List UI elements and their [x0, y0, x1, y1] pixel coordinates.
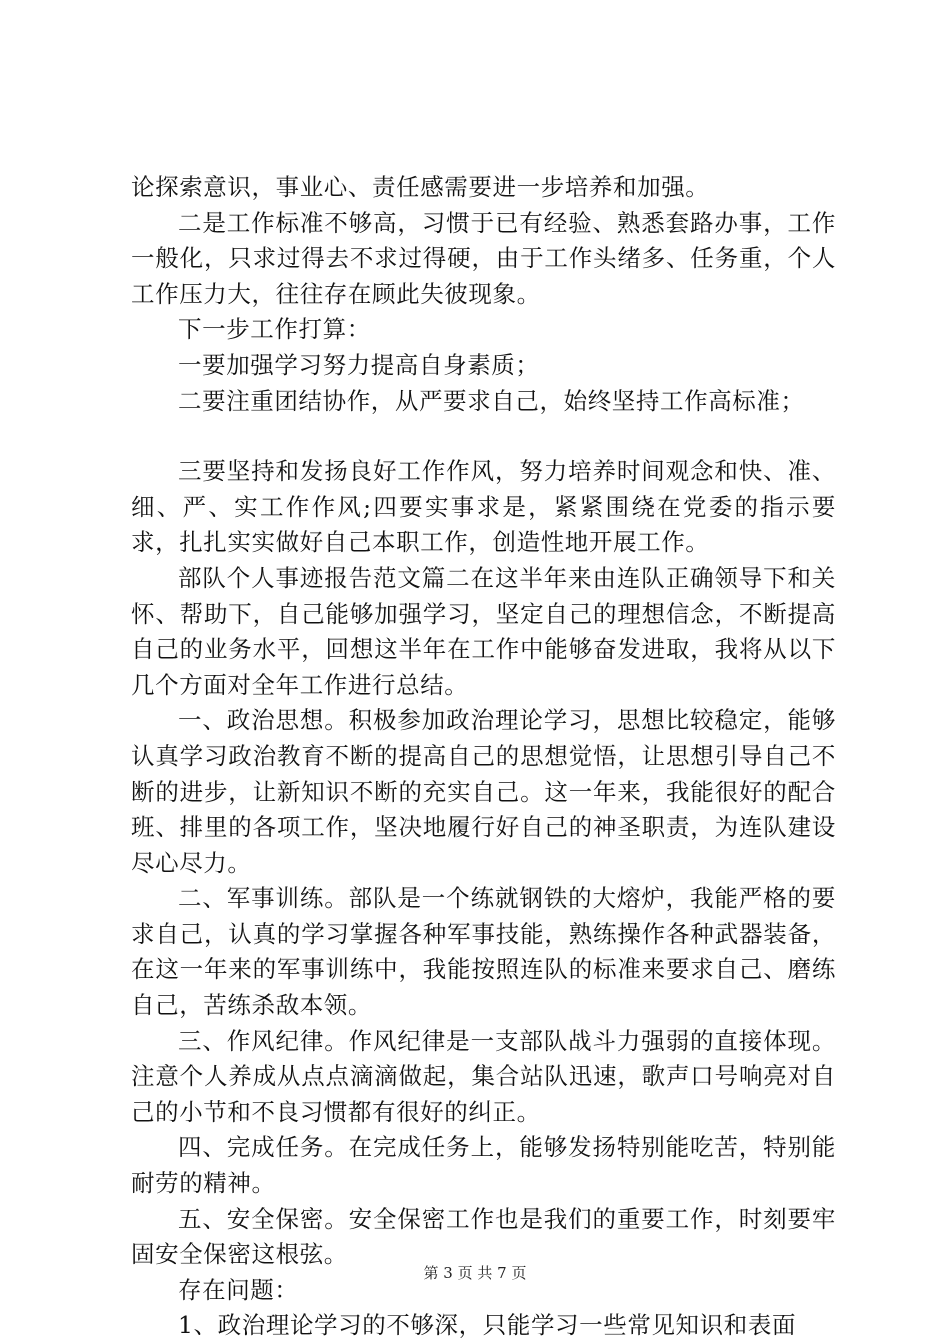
paragraph-2: 二是工作标准不够高，习惯于已有经验、熟悉套路办事，工作一般化，只求过得去不求过得硬，由于工作头绪多、任务重，个人工作压力大，往往存在顾此失彼现象。	[131, 208, 836, 308]
paragraph-8: 一、政治思想。积极参加政治理论学习，思想比较稳定，能够认真学习政治教育不断的提高自己的思想觉悟，让思想引导自己不断的进步，让新知识不断的充实自己。这一年来，我能很好的配合班、排里的各项工作，坚决地履行好自己的神圣职责，为连队建设尽心尽力。	[131, 706, 836, 877]
paragraph-1: 论探索意识，事业心、责任感需要进一步培养和加强。	[131, 173, 710, 201]
paragraph-5: 二要注重团结协作，从严要求自己，始终坚持工作高标准；	[178, 386, 805, 415]
paragraph-14: 1、政治理论学习的不够深，只能学习一些常见知识和表面	[178, 1311, 797, 1340]
paragraph-11: 四、完成任务。在完成任务上，能够发扬特别能吃苦，特别能耐劳的精神。	[131, 1133, 836, 1198]
document-body	[131, 170, 836, 1344]
paragraph-4: 一要加强学习努力提高自身素质；	[178, 350, 540, 379]
paragraph-7: 部队个人事迹报告范文篇二在这半年来由连队正确领导下和关怀、帮助下，自己能够加强学习，坚定自己的理想信念，不断提高自己的业务水平，回想这半年在工作中能够奋发进取，我将从以下几个方面对全年工作进行总结。	[131, 563, 836, 699]
paragraph-9: 二、军事训练。部队是一个练就钢铁的大熔炉，我能严格的要求自己，认真的学习掌握各种军事技能，熟练操作各种武器装备，在这一年来的军事训练中，我能按照连队的标准来要求自己、磨练自己，苦练杀敌本领。	[131, 884, 836, 1020]
paragraph-3: 下一步工作打算：	[178, 315, 371, 344]
page-footer: 第 3 页 共 7 页	[423, 1264, 527, 1282]
paragraph-6: 三要坚持和发扬良好工作作风，努力培养时间观念和快、准、细、严、实工作作风;四要实事求是，紧紧围绕在党委的指示要求，扎扎实实做好自己本职工作，创造性地开展工作。	[131, 457, 836, 557]
paragraph-13: 存在问题：	[178, 1275, 299, 1304]
paragraph-12: 五、安全保密。安全保密工作也是我们的重要工作，时刻要牢固安全保密这根弦。	[131, 1204, 836, 1269]
paragraph-10: 三、作风纪律。作风纪律是一支部队战斗力强弱的直接体现。注意个人养成从点点滴滴做起，集合站队迅速，歌声口号响亮对自己的小节和不良习惯都有很好的纠正。	[131, 1026, 836, 1126]
